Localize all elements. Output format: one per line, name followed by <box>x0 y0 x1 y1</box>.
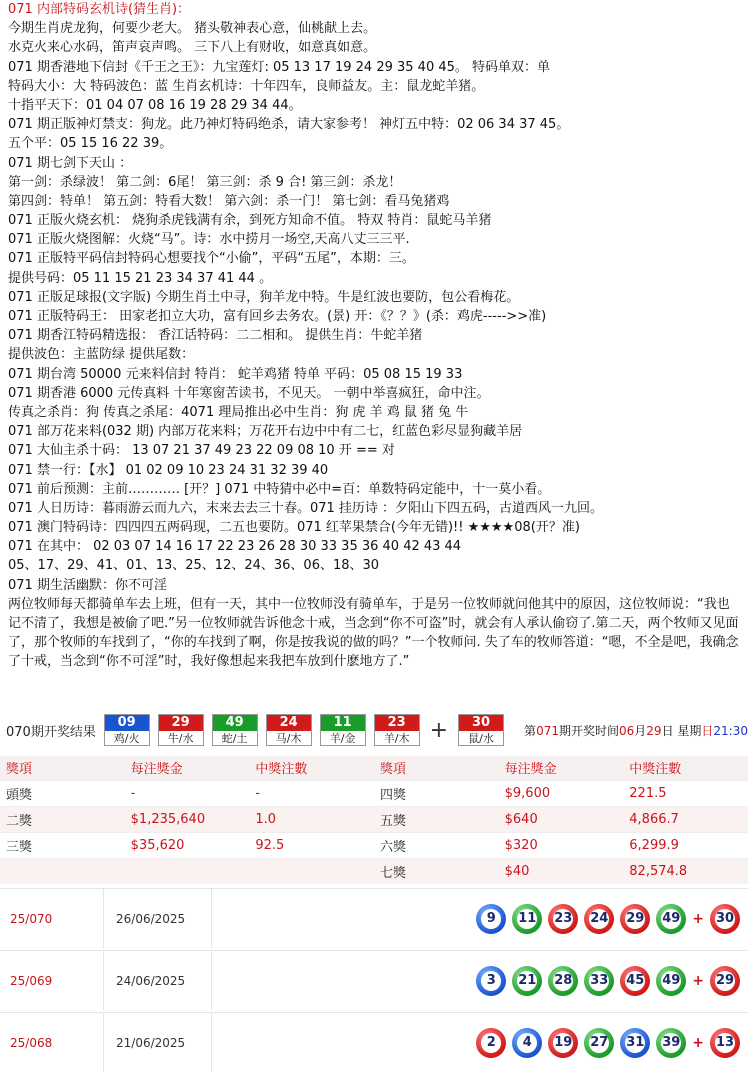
history-balls <box>212 966 748 996</box>
article-line: 071 内部特码玄机诗(猜生肖)： <box>8 2 191 17</box>
prize-header: 中獎注數 <box>623 756 748 780</box>
ball-zodiac: 蛇/土 <box>221 732 248 745</box>
ball-zodiac: 羊/木 <box>383 732 410 745</box>
lottery-ball-number: 9 <box>481 909 501 929</box>
ball-zodiac: 鼠/水 <box>468 732 494 745</box>
history-date: 24/06/2025 <box>104 951 212 1010</box>
prize-cell: 三獎 <box>0 832 125 858</box>
prize-header: 每注獎金 <box>499 756 624 780</box>
prize-cell: 二獎 <box>0 806 125 832</box>
lottery-ball-number: 4 <box>517 1033 537 1053</box>
lottery-ball <box>548 966 578 996</box>
article-line: 第一剑：杀绿波！ 第二剑：6尾！ 第三剑：杀 9 合! 第三剑：杀龙！ <box>8 174 402 190</box>
prize-cell: - <box>125 780 250 806</box>
lottery-ball-number: 3 <box>481 971 501 991</box>
next-pre: 第 <box>524 723 537 738</box>
result-ball <box>266 714 312 746</box>
ball-number: 09 <box>105 715 149 731</box>
lottery-ball-number: 27 <box>589 1033 609 1053</box>
lottery-ball <box>548 904 578 934</box>
prize-cell: $320 <box>499 832 624 858</box>
history-issue: 25/069 <box>0 951 104 1010</box>
lottery-ball-number: 33 <box>589 971 609 991</box>
prize-cell: 1.0 <box>249 806 374 832</box>
article-line: 071 期生活幽默：你不可淫 <box>8 577 167 593</box>
article-line: 071 期台湾 50000 元来料信封 特肖： 蛇羊鸡猪 特单 平码：05 08 15 19 33 <box>8 366 463 382</box>
draw-result-bar <box>0 712 748 748</box>
humor-story: 两位牧师每天都骑单车去上班，但有一天，其中一位牧师没有骑单车，于是另一位牧师就问他其中的原因，这位牧师说：“我也记不清了，我想是被偷了吧.”另一位牧师就告诉他念十戒，当念到“你不可盗”时，就会有人承认偷窃了.第二天，两个牧师又见面了，那个牧师的车找到了，“你的车找到了啊，你是按我说的做的吗？”一个牧师问. 失了车的牧师答道：“嗯，不全是吧，我确念了十戒，当念到“你不可淫”时，我好像想起来我把车放到什麽地方了.” <box>8 596 739 670</box>
lottery-ball <box>512 966 542 996</box>
lottery-ball-number: 31 <box>625 1033 645 1053</box>
next-mid: 期开奖时间 <box>558 723 619 738</box>
result-balls <box>104 714 428 746</box>
lottery-ball <box>584 966 614 996</box>
result-ball <box>374 714 420 746</box>
prize-cell: $35,620 <box>125 832 250 858</box>
article-line: 071 期香江特码精选报： 香江话特码：二二相和。 提供生肖：牛蛇羊猪 <box>8 328 423 344</box>
result-label: 070期开奖结果 <box>6 724 96 740</box>
lottery-ball-number: 39 <box>661 1033 681 1053</box>
lottery-ball <box>548 1028 578 1058</box>
lottery-ball-number: 2 <box>481 1033 501 1053</box>
lottery-ball-number: 24 <box>589 909 609 929</box>
article-line: 五个平：05 15 16 22 39。 <box>8 136 173 152</box>
ball-number: 11 <box>321 715 365 731</box>
article-line: 05、17、29、41、01、13、25、12、24、36、06、18、30 <box>8 558 380 574</box>
next-issue: 071 <box>536 723 559 738</box>
ball-zodiac: 鸡/火 <box>113 732 140 745</box>
article-line: 071 期七剑下天山 ： <box>8 155 133 171</box>
lottery-ball-number: 21 <box>517 971 537 991</box>
article-line: 071 正版特码王： 田家老扣立大功，富有回乡去务农。(景) 开：《？？》(杀：鸡虎----->>准) <box>8 309 547 324</box>
lottery-ball-number: 11 <box>517 909 537 929</box>
prize-cell: 221.5 <box>623 780 748 806</box>
lottery-ball <box>512 904 542 934</box>
lottery-ball <box>656 966 686 996</box>
prize-cell: 6,299.9 <box>623 832 748 858</box>
prize-cell <box>249 858 374 884</box>
result-ball <box>458 714 504 746</box>
article-line: 071 在其中： 02 03 07 14 16 17 22 23 26 28 30 33 35 36 40 42 43 44 <box>8 539 462 555</box>
prize-table-wrap <box>0 756 748 886</box>
lottery-ball <box>584 1028 614 1058</box>
prize-row <box>0 806 748 832</box>
ball-number: 23 <box>375 715 419 731</box>
result-ball <box>320 714 366 746</box>
lottery-ball <box>476 1028 506 1058</box>
lottery-ball <box>476 966 506 996</box>
prize-row <box>0 780 748 806</box>
next-weekday: 日 <box>701 723 714 738</box>
article-line: 水克火来心水码，笛声哀声鸣。 三下八上有财收，如意真如意。 <box>8 40 377 56</box>
result-ball <box>158 714 204 746</box>
result-ball <box>212 714 258 746</box>
special-ball-wrap <box>458 714 512 746</box>
history-row <box>0 950 748 1010</box>
article-line: 071 正版火烧图解：火烧“马”。诗：水中捞月一场空,天高八丈三三平. <box>8 232 410 248</box>
history-balls <box>212 904 748 934</box>
article-line: 071 大仙主杀十码： 13 07 21 37 49 23 22 09 08 10 开 == 对 <box>8 443 395 459</box>
ball-zodiac: 牛/水 <box>167 732 194 745</box>
prize-header: 獎項 <box>374 756 499 780</box>
article-line: 071 部万花来料(032 期) 内部万花来料；万花开右边中中有二七，红蓝色彩尽显狗藏羊居 <box>8 424 523 440</box>
article-line: 071 正版足球报(文字版) 今期生肖土中寻，狗羊龙中特。牛是红波也要防，包公看梅花。 <box>8 289 520 305</box>
next-day: 29 <box>646 723 662 738</box>
next-draw-info <box>524 722 748 739</box>
article-line: 071 正版特平码信封特码心想要找个“小偷”，平码“五尾”，本期：三。 <box>8 251 415 267</box>
article-line: 071 期正版神灯禁支：狗龙。此乃神灯特码绝杀，请大家参考！ 神灯五中特：02 06 34 37 45。 <box>8 117 570 133</box>
lottery-ball <box>620 1028 650 1058</box>
lottery-ball <box>476 904 506 934</box>
prize-header: 每注獎金 <box>125 756 250 780</box>
history-row <box>0 888 748 948</box>
next-time: 21:30 <box>713 723 748 738</box>
prize-cell: 六獎 <box>374 832 499 858</box>
article-line: 传真之杀肖：狗 传真之杀尾：4071 理局推出必中生肖：狗 虎 羊 鸡 鼠 猪 兔 牛 <box>8 404 469 420</box>
next-d-unit: 日 星期 <box>661 723 702 738</box>
lottery-ball-number: 13 <box>715 1033 735 1053</box>
article-line: 071 正版火烧玄机： 烧狗杀虎钱满有余，到死方知命不值。 特双 特肖：鼠蛇马羊猪 <box>8 213 492 229</box>
prize-header: 獎項 <box>0 756 125 780</box>
lottery-ball <box>620 904 650 934</box>
lottery-ball-number: 45 <box>625 971 645 991</box>
article-line: 特码大小：大 特码波色：蓝 生肖玄机诗：十年四车，良师益友。主：鼠龙蛇羊猪。 <box>8 78 485 94</box>
article-line: 071 期香港 6000 元传真料 十年寒窗苦读书，不见天。 一朝中举喜疯狂，命中注。 <box>8 385 490 401</box>
history-date: 21/06/2025 <box>104 1013 212 1072</box>
prize-cell: 頭獎 <box>0 780 125 806</box>
plus-sign: + <box>692 972 704 989</box>
lottery-ball-number: 29 <box>715 971 735 991</box>
prize-cell <box>0 858 125 884</box>
ball-number: 49 <box>213 715 257 731</box>
article-line: 071 期香港地下信封《千王之王》：九宝莲灯: 05 13 17 19 24 29 35 40 45。 特码单双：单 <box>8 59 551 75</box>
lottery-ball <box>710 966 740 996</box>
next-m-unit: 月 <box>634 723 647 738</box>
lottery-ball <box>710 1028 740 1058</box>
history-issue: 25/068 <box>0 1013 104 1072</box>
plus-sign: + <box>429 717 449 743</box>
article-lines <box>8 0 742 595</box>
prize-table <box>0 756 748 884</box>
plus-sign: + <box>692 1034 704 1051</box>
lottery-ball <box>620 966 650 996</box>
lottery-ball-number: 30 <box>715 909 735 929</box>
prize-cell: $9,600 <box>499 780 624 806</box>
lottery-ball <box>656 1028 686 1058</box>
article-line: 十指平天下：01 04 07 08 16 19 28 29 34 44。 <box>8 97 302 113</box>
ball-zodiac: 羊/金 <box>329 732 356 745</box>
prize-cell: 五獎 <box>374 806 499 832</box>
ball-number: 30 <box>459 715 503 731</box>
prize-cell: $640 <box>499 806 624 832</box>
lottery-ball-number: 28 <box>553 971 573 991</box>
article-line: 提供波色：主蓝防绿 提供尾数： <box>8 347 195 363</box>
prize-row <box>0 858 748 884</box>
prize-cell: 七獎 <box>374 858 499 884</box>
history-date: 26/06/2025 <box>104 889 212 948</box>
history-issue: 25/070 <box>0 889 104 948</box>
plus-sign: + <box>692 910 704 927</box>
article-line: 071 人日历诗：暮雨游云而九六，末来去去三十春。071 挂历诗 ：夕阳山下四五码，古道西风一九回。 <box>8 500 604 516</box>
article-line: 071 前后预测：主前………… [开？] 071 中特猜中必中=百：单数特码定能中，十一莫小看。 <box>8 481 551 497</box>
lottery-ball-number: 49 <box>661 909 681 929</box>
ball-number: 24 <box>267 715 311 731</box>
history-balls <box>212 1028 748 1058</box>
prize-row <box>0 832 748 858</box>
ball-number: 29 <box>159 715 203 731</box>
prize-cell: 4,866.7 <box>623 806 748 832</box>
lottery-ball <box>512 1028 542 1058</box>
prize-cell: 82,574.8 <box>623 858 748 884</box>
prize-header-row <box>0 756 748 780</box>
prize-cell: $1,235,640 <box>125 806 250 832</box>
prize-cell: 四獎 <box>374 780 499 806</box>
article-line: 071 禁一行：【水】 01 02 09 10 23 24 31 32 39 40 <box>8 462 329 478</box>
article-line: 第四剑：特单！ 第五剑：特看大数！ 第六剑：杀一门！ 第七剑：看马兔猪鸡 <box>8 193 450 209</box>
prize-cell: - <box>249 780 374 806</box>
prize-cell <box>125 858 250 884</box>
prize-cell: $40 <box>499 858 624 884</box>
prize-cell: 92.5 <box>249 832 374 858</box>
result-ball <box>104 714 150 746</box>
next-month: 06 <box>618 723 635 738</box>
lottery-ball <box>656 904 686 934</box>
lottery-ball-number: 23 <box>553 909 573 929</box>
lottery-ball-number: 19 <box>553 1033 573 1053</box>
article-line: 今期生肖虎龙狗，何要少老大。 猪头敬神表心意，仙桃献上去。 <box>8 21 377 37</box>
ball-zodiac: 马/木 <box>275 732 302 745</box>
lottery-ball <box>584 904 614 934</box>
prize-body <box>0 780 748 884</box>
article-line: 提供号码：05 11 15 21 23 34 37 41 44 。 <box>8 270 273 286</box>
lottery-ball <box>710 904 740 934</box>
lottery-ball-number: 49 <box>661 971 681 991</box>
lottery-ball-number: 29 <box>625 909 645 929</box>
history-row <box>0 1012 748 1072</box>
prize-header: 中獎注數 <box>249 756 374 780</box>
article-line: 071 澳门特码诗：四四四五两码现，二五也要防。071 红苹果禁合(今年无错)!! ★★★★08(开？准) <box>8 520 580 536</box>
